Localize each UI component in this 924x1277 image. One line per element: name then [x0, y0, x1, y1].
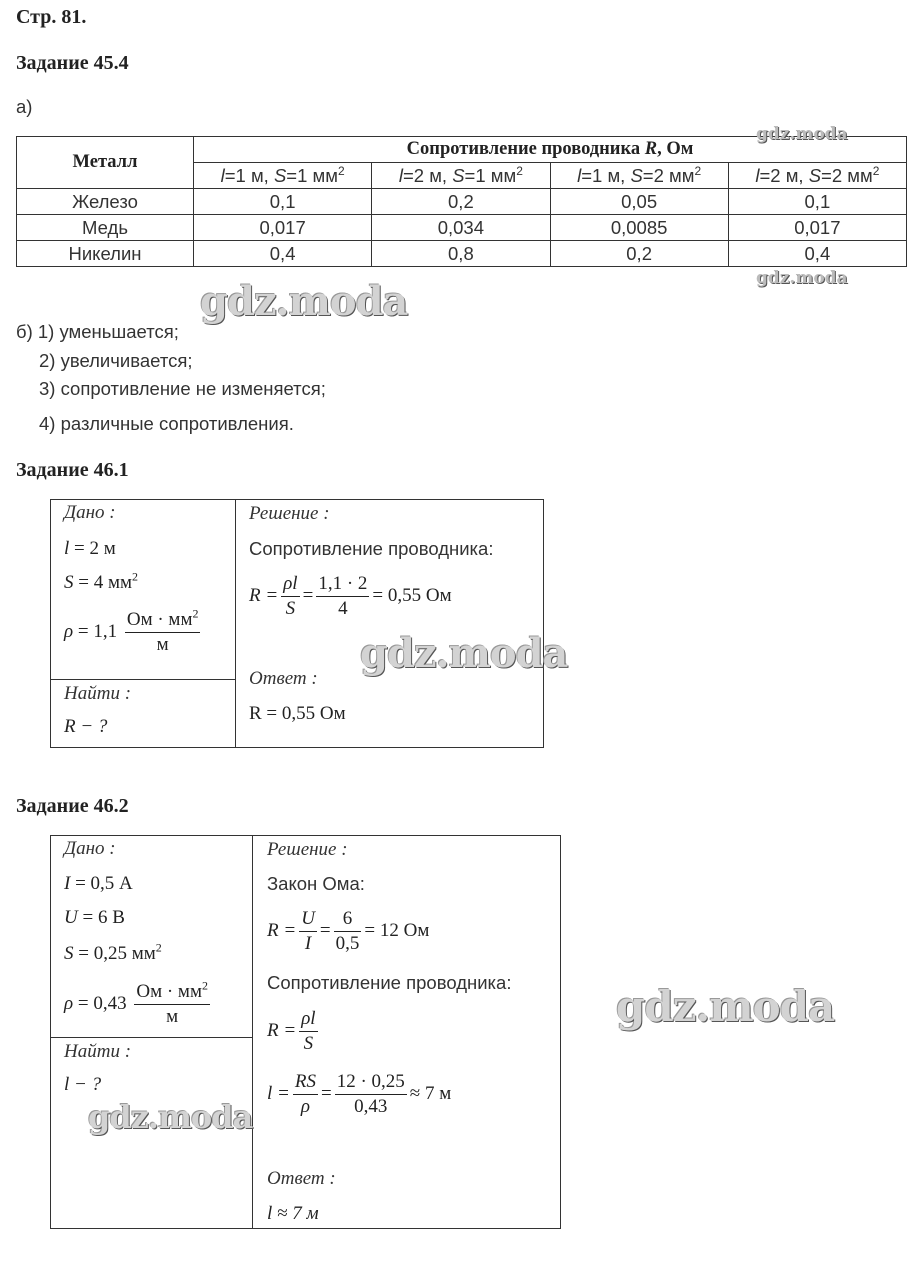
part-a-label: а): [16, 96, 33, 117]
table-row: [17, 189, 907, 215]
table-cell: 0,4: [194, 241, 372, 267]
table-cell: 0,4: [728, 241, 906, 267]
watermark-small: gdz.moda: [756, 124, 848, 144]
resistance-formula: R = $\frac{\rho l}{S}$: [267, 1008, 316, 1054]
given-resistivity: ρ = 1,1 $\frac{Ом \cdot мм^2}{м}$: [64, 606, 199, 655]
metal-name: Медь: [17, 215, 194, 241]
divider: [50, 679, 235, 680]
watermark: gdz.moda: [616, 982, 835, 1031]
part-b-item-2: 2) увеличивается;: [39, 350, 193, 371]
find-value: R − ?: [64, 716, 108, 737]
answer-value: R = 0,55 Ом: [249, 703, 346, 724]
metal-name: Железо: [17, 189, 194, 215]
task-45-4-title: Задание 45.4: [16, 52, 129, 74]
divider: [235, 499, 236, 747]
part-b-item-3: 3) сопротивление не изменяется;: [39, 378, 326, 399]
divider: [50, 1037, 252, 1038]
find-label: Найти :: [64, 1041, 132, 1062]
resistance-title: Сопротивление проводника:: [267, 972, 512, 993]
table-row: [17, 215, 907, 241]
resistance-table: [16, 136, 907, 267]
column-header: l=2 м, S=2 $мм^2$: [728, 163, 906, 189]
solution-label: Решение :: [267, 839, 348, 860]
ohm-law-formula: R = $\frac{U}{I}$ = $\frac{6}{0,5}$ = 12 Ом: [267, 908, 430, 954]
table-cell: 0,017: [194, 215, 372, 241]
find-label: Найти :: [64, 683, 132, 704]
table-cell: 0,2: [372, 189, 550, 215]
watermark: gdz.moda: [88, 1098, 253, 1136]
given-current: I = 0,5 А: [64, 873, 133, 894]
divider: [252, 835, 253, 1228]
solution-title: Сопротивление проводника:: [249, 538, 494, 559]
part-b-item-4: 4) различные сопротивления.: [39, 413, 294, 434]
given-resistivity: ρ = 0,43 $\frac{Ом \cdot мм^2}{м}$: [64, 978, 208, 1027]
resistance-header: Сопротивление проводника R, Ом: [194, 137, 907, 163]
table-cell: 0,8: [372, 241, 550, 267]
resistance-formula: R = $\frac{\rho l}{S}$ = $\frac{1,1 \cdot 2}{4}$ = 0,55 Ом: [249, 573, 452, 619]
task-46-2-title: Задание 46.2: [16, 795, 129, 817]
table-cell: 0,05: [550, 189, 728, 215]
given-area: S = 0,25 $мм^2$: [64, 940, 162, 964]
table-cell: 0,1: [728, 189, 906, 215]
length-formula: l = $\frac{RS}{\rho}$ = $\frac{12 \cdot 0,25}{0,43}$ ≈ 7 м: [267, 1071, 452, 1117]
metal-name: Никелин: [17, 241, 194, 267]
given-label: Дано :: [64, 838, 116, 859]
column-header: l=1 м, S=1 $мм^2$: [194, 163, 372, 189]
watermark-small: gdz.moda: [756, 268, 848, 288]
answer-label: Ответ :: [267, 1168, 336, 1189]
table-cell: 0,017: [728, 215, 906, 241]
table-cell: 0,034: [372, 215, 550, 241]
task-46-1-title: Задание 46.1: [16, 459, 129, 481]
column-header: l=1 м, S=2 $мм^2$: [550, 163, 728, 189]
table-row: [17, 241, 907, 267]
metal-header: Металл: [17, 137, 194, 189]
given-voltage: U = 6 В: [64, 907, 125, 928]
table-cell: 0,2: [550, 241, 728, 267]
given-length: l = 2 м: [64, 538, 116, 559]
answer-label: Ответ :: [249, 668, 318, 689]
given-area: S = 4 $мм^2$: [64, 569, 139, 593]
given-label: Дано :: [64, 502, 116, 523]
watermark: gdz.moda: [360, 630, 568, 677]
column-header: l=2 м, S=1 $мм^2$: [372, 163, 550, 189]
ohm-law-title: Закон Ома:: [267, 873, 365, 894]
find-value: l − ?: [64, 1074, 102, 1095]
table-cell: 0,1: [194, 189, 372, 215]
part-b-item-1: б) 1) уменьшается;: [16, 321, 179, 342]
answer-value: l ≈ 7 м: [267, 1203, 319, 1224]
table-cell: 0,0085: [550, 215, 728, 241]
solution-label: Решение :: [249, 503, 330, 524]
watermark: gdz.moda: [200, 278, 408, 325]
page-label: Стр. 81.: [16, 6, 87, 28]
